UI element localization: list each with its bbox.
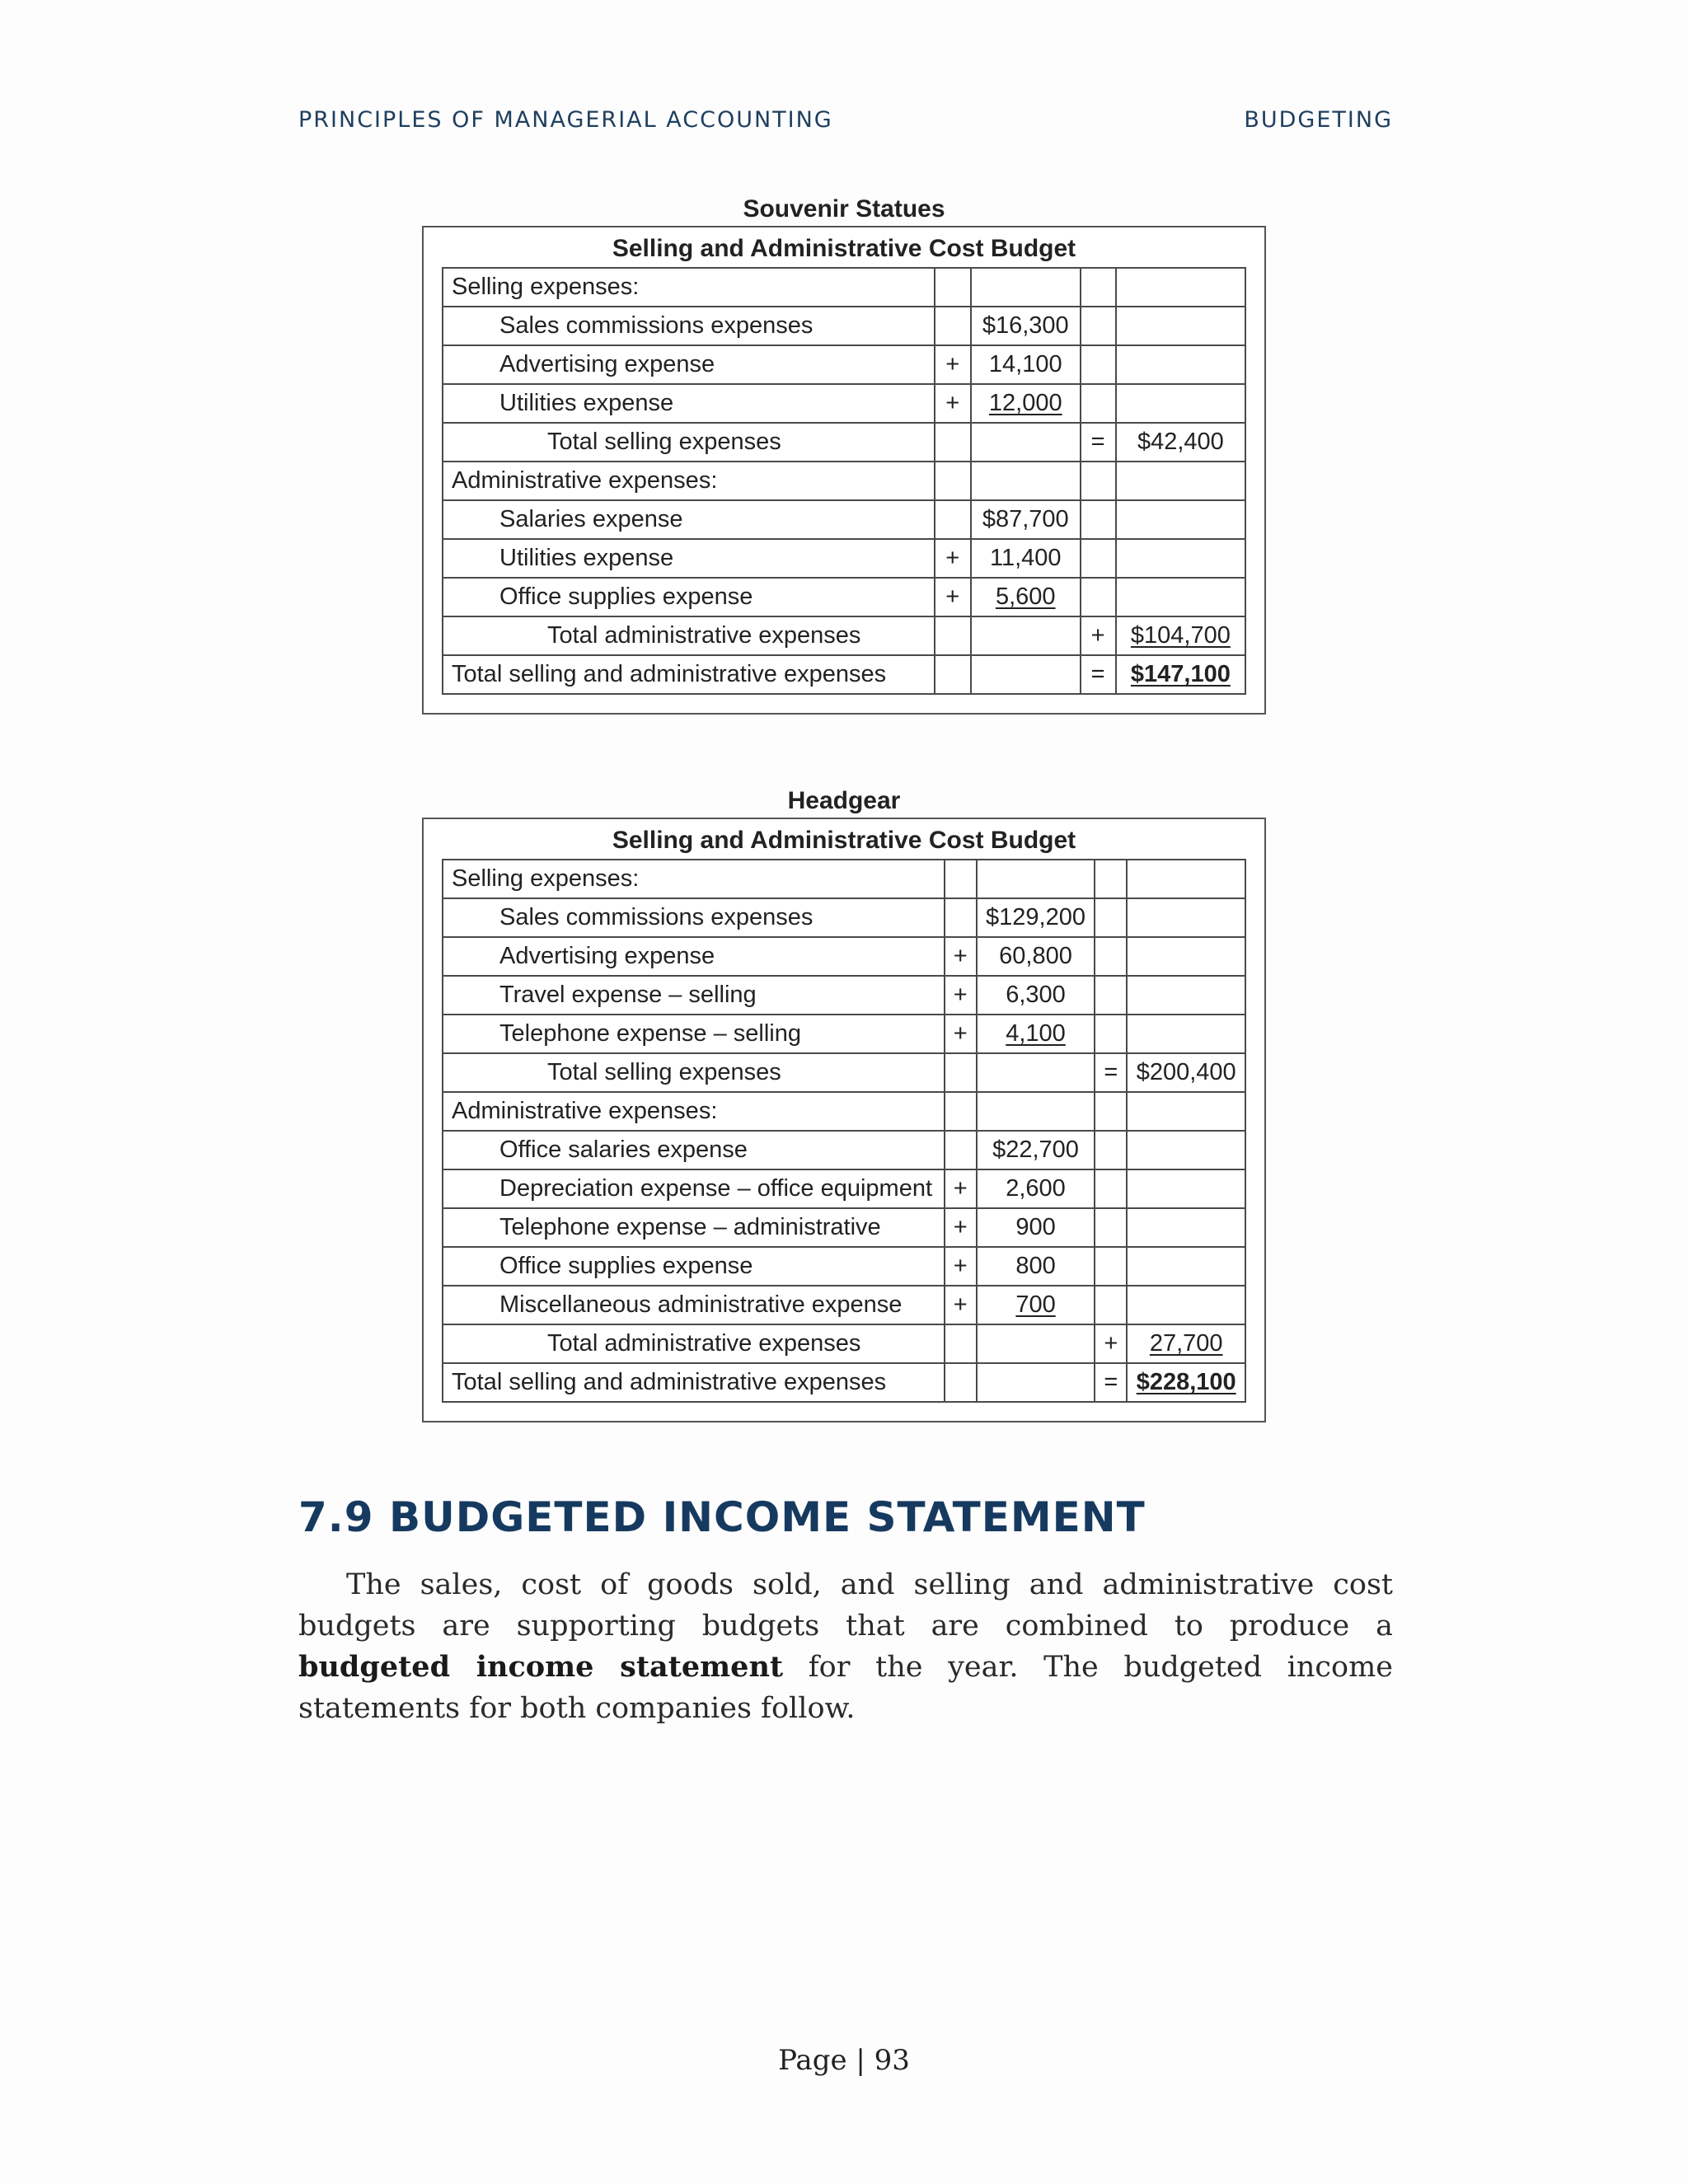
headgear-budget-title: Selling and Administrative Cost Budget <box>612 827 1076 854</box>
row-label: Total administrative expenses <box>443 616 935 655</box>
row-label: Total selling expenses <box>443 1053 945 1092</box>
row-amount: 12,000 <box>988 390 1062 416</box>
row-operator: + <box>1081 616 1116 655</box>
chapter-title: BUDGETING <box>1244 107 1393 133</box>
table-row <box>443 898 1245 937</box>
row-operator: = <box>1081 655 1116 694</box>
table-row <box>443 616 1245 655</box>
table-row <box>443 860 1245 898</box>
row-operator: + <box>935 539 972 578</box>
row-label: Utilities expense <box>443 539 935 578</box>
row-amount: 14,100 <box>971 345 1080 384</box>
table-row <box>443 937 1245 976</box>
section-heading: 7.9 BUDGETED INCOME STATEMENT <box>298 1493 1146 1541</box>
row-operator: + <box>945 1247 977 1286</box>
table-row <box>443 462 1245 500</box>
row-total: $42,400 <box>1116 423 1245 462</box>
grand-total: $228,100 <box>1136 1369 1236 1395</box>
souvenir-budget-title: Selling and Administrative Cost Budget <box>612 235 1076 262</box>
row-operator: + <box>935 578 972 616</box>
row-label: Total selling expenses <box>443 423 935 462</box>
headgear-company-title: Headgear <box>787 787 901 814</box>
table-row <box>443 384 1245 423</box>
row-label: Administrative expenses: <box>443 462 935 500</box>
row-amount: 800 <box>977 1247 1095 1286</box>
table-row <box>443 655 1245 694</box>
row-total: $104,700 <box>1130 622 1231 649</box>
row-label: Travel expense – selling <box>443 976 945 1015</box>
table-row <box>443 307 1245 345</box>
row-operator: = <box>1081 423 1116 462</box>
row-label: Selling expenses: <box>443 268 935 307</box>
row-label: Sales commissions expenses <box>443 898 945 937</box>
row-amount: 11,400 <box>971 539 1080 578</box>
row-amount: 5,600 <box>995 583 1056 610</box>
table-row <box>443 1324 1245 1363</box>
row-label: Advertising expense <box>443 937 945 976</box>
row-operator: + <box>1095 1324 1127 1363</box>
headgear-budget-frame <box>422 818 1266 1422</box>
row-amount: 6,300 <box>977 976 1095 1015</box>
table-row <box>443 1286 1245 1324</box>
souvenir-budget-frame <box>422 226 1266 715</box>
row-amount: 60,800 <box>977 937 1095 976</box>
row-label: Selling expenses: <box>443 860 945 898</box>
row-amount: 900 <box>977 1208 1095 1247</box>
table-row <box>443 268 1245 307</box>
table-row <box>443 500 1245 539</box>
table-row <box>443 345 1245 384</box>
row-label: Office supplies expense <box>443 578 935 616</box>
row-amount: $16,300 <box>971 307 1080 345</box>
row-operator: + <box>945 1208 977 1247</box>
table-row <box>443 578 1245 616</box>
row-amount: $87,700 <box>971 500 1080 539</box>
row-label: Total selling and administrative expenses <box>443 655 935 694</box>
row-operator: + <box>945 976 977 1015</box>
row-operator: + <box>945 937 977 976</box>
row-label: Sales commissions expenses <box>443 307 935 345</box>
page-number: Page | 93 <box>778 2044 910 2077</box>
row-label: Utilities expense <box>443 384 935 423</box>
row-amount: 700 <box>1015 1291 1056 1318</box>
row-operator: + <box>935 345 972 384</box>
key-term: budgeted income statement <box>298 1650 784 1684</box>
row-operator: + <box>945 1015 977 1053</box>
row-label: Total administrative expenses <box>443 1324 945 1363</box>
paragraph-text: The sales, cost of goods sold, and selling and administrative cost budgets are supporting budgets that are combined to produce a <box>298 1568 1393 1643</box>
row-operator: + <box>935 384 972 423</box>
paragraph-text: for the year. The budgeted income statements for both companies follow. <box>298 1651 1393 1725</box>
table-row <box>443 1363 1245 1402</box>
row-label: Salaries expense <box>443 500 935 539</box>
row-label: Office salaries expense <box>443 1131 945 1169</box>
row-label: Miscellaneous administrative expense <box>443 1286 945 1324</box>
row-label: Total selling and administrative expenses <box>443 1363 945 1402</box>
book-title: PRINCIPLES OF MANAGERIAL ACCOUNTING <box>298 107 833 133</box>
table-row <box>443 423 1245 462</box>
row-label: Administrative expenses: <box>443 1092 945 1131</box>
table-row <box>443 976 1245 1015</box>
row-label: Office supplies expense <box>443 1247 945 1286</box>
row-operator: + <box>945 1286 977 1324</box>
row-operator: = <box>1095 1053 1127 1092</box>
row-amount: 4,100 <box>1006 1020 1066 1047</box>
row-amount: 2,600 <box>977 1169 1095 1208</box>
table-row <box>443 1131 1245 1169</box>
table-row <box>443 1092 1245 1131</box>
row-label: Telephone expense – administrative <box>443 1208 945 1247</box>
table-row <box>443 1169 1245 1208</box>
table-row <box>443 1053 1245 1092</box>
row-amount: $129,200 <box>977 898 1095 937</box>
row-operator: + <box>945 1169 977 1208</box>
body-paragraph <box>298 1564 1393 1729</box>
row-operator: = <box>1095 1363 1127 1402</box>
grand-total: $147,100 <box>1130 661 1231 687</box>
row-amount: $22,700 <box>977 1131 1095 1169</box>
row-total: $200,400 <box>1127 1053 1245 1092</box>
row-total: 27,700 <box>1149 1330 1223 1357</box>
headgear-budget-figure <box>422 785 1266 1422</box>
table-row <box>443 1247 1245 1286</box>
souvenir-budget-table <box>442 267 1246 695</box>
table-row <box>443 539 1245 578</box>
souvenir-budget-figure <box>422 193 1266 715</box>
table-row <box>443 1208 1245 1247</box>
row-label: Advertising expense <box>443 345 935 384</box>
running-header <box>298 107 1393 133</box>
row-label: Telephone expense – selling <box>443 1015 945 1053</box>
table-row <box>443 1015 1245 1053</box>
souvenir-company-title: Souvenir Statues <box>743 195 945 223</box>
headgear-budget-table <box>442 859 1246 1403</box>
row-label: Depreciation expense – office equipment <box>443 1169 945 1208</box>
